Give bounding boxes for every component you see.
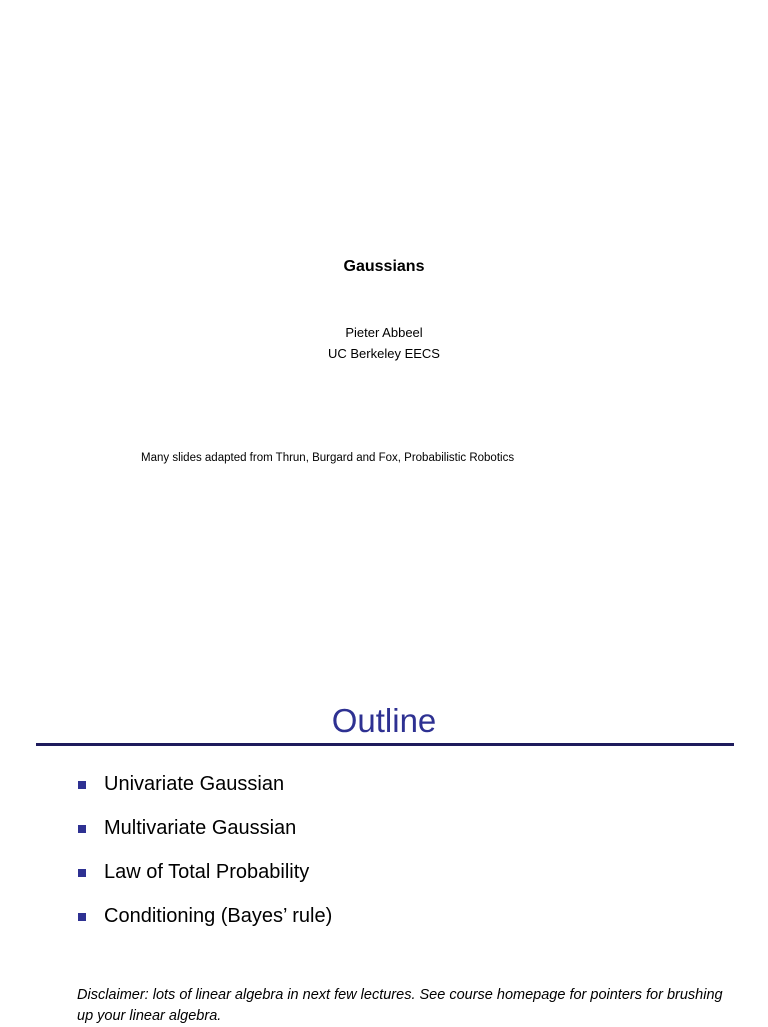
square-bullet-icon bbox=[78, 781, 86, 789]
disclaimer-note: Disclaimer: lots of linear algebra in next few lectures. See course homepage for pointers for brushing up your linear algebra. bbox=[77, 987, 723, 1024]
bullet-text: Univariate Gaussian bbox=[104, 773, 285, 795]
bullet-text: Conditioning (Bayes’ rule) bbox=[104, 905, 333, 927]
square-bullet-icon bbox=[78, 825, 86, 833]
square-bullet-icon bbox=[78, 869, 86, 877]
author-name: Pieter Abbeel bbox=[345, 325, 423, 340]
slide-credit: Many slides adapted from Thrun, Burgard and Fox, Probabilistic Robotics bbox=[141, 452, 515, 464]
slide-title: Gaussians bbox=[343, 258, 425, 275]
bullet-text: Law of Total Probability bbox=[104, 861, 310, 883]
outline-title: Outline bbox=[331, 702, 437, 739]
square-bullet-icon bbox=[78, 913, 86, 921]
title-divider bbox=[36, 743, 734, 746]
author-affiliation: UC Berkeley EECS bbox=[328, 346, 440, 361]
bullet-text: Multivariate Gaussian bbox=[104, 817, 297, 839]
